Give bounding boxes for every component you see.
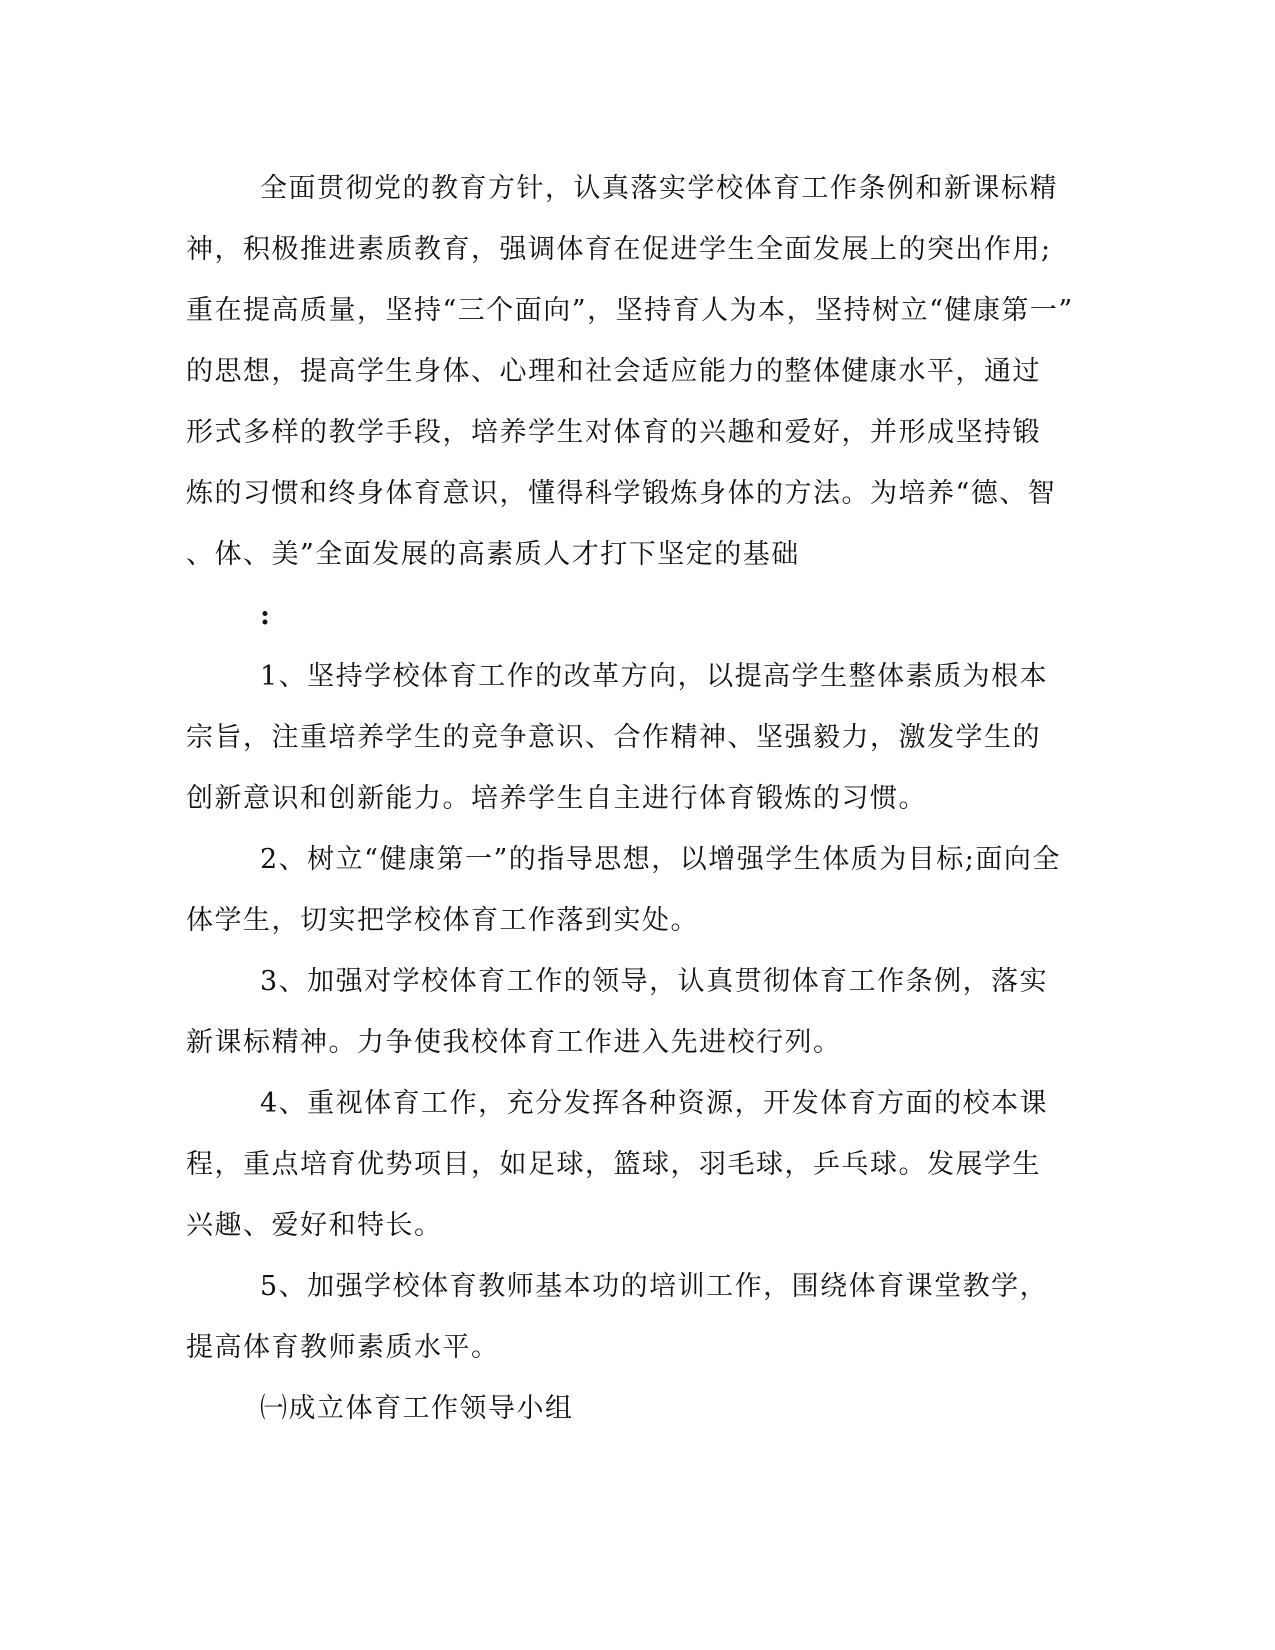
paragraph-item-3 xyxy=(186,951,1052,1073)
section-heading-leadership-group xyxy=(186,1378,1052,1439)
paragraph-guiding-principle xyxy=(186,158,1074,585)
text-line: 提高体育教师素质水平。 xyxy=(186,1332,500,1363)
text-line: 5、加强学校体育教师基本功的培训工作，围绕体育课堂教学， xyxy=(260,1271,1049,1302)
text-line: 体学生，切实把学校体育工作落到实处。 xyxy=(186,905,699,936)
text-line: ㈠成立体育工作领导小组 xyxy=(260,1393,574,1424)
text-line: : xyxy=(260,600,272,631)
paragraph-item-5 xyxy=(186,1256,1052,1378)
text-line: 新课标精神。力争使我校体育工作进入先进校行列。 xyxy=(186,1027,842,1058)
text-line: 重在提高质量，坚持“三个面向”，坚持育人为本，坚持树立“健康第一” xyxy=(186,295,1074,326)
text-line: 创新意识和创新能力。培养学生自主进行体育锻炼的习惯。 xyxy=(186,783,927,814)
paragraph-item-1 xyxy=(186,646,1052,829)
document-body xyxy=(186,158,1074,1439)
text-line: 神，积极推进素质教育，强调体育在促进学生全面发展上的突出作用; xyxy=(186,234,1052,265)
text-line: 的思想，提高学生身体、心理和社会适应能力的整体健康水平，通过 xyxy=(186,356,1041,387)
text-line: 炼的习惯和终身体育意识，懂得科学锻炼身体的方法。为培养“德、智 xyxy=(186,478,1057,509)
text-line: 全面贯彻党的教育方针，认真落实学校体育工作条例和新课标精 xyxy=(260,173,1058,204)
text-line: 3、加强对学校体育工作的领导，认真贯彻体育工作条例，落实 xyxy=(260,966,1049,997)
text-line: 4、重视体育工作，充分发挥各种资源，开发体育方面的校本课 xyxy=(260,1088,1049,1119)
text-line: 1、坚持学校体育工作的改革方向，以提高学生整体素质为根本 xyxy=(260,661,1049,692)
paragraph-item-4 xyxy=(186,1073,1052,1256)
text-line: 、体、美”全面发展的高素质人才打下坚定的基础 xyxy=(186,539,800,570)
paragraph-item-2 xyxy=(186,829,1061,951)
paragraph-colon xyxy=(186,585,1052,646)
text-line: 宗旨，注重培养学生的竞争意识、合作精神、坚强毅力，激发学生的 xyxy=(186,722,1041,753)
text-line: 兴趣、爱好和特长。 xyxy=(186,1210,443,1241)
text-line: 程，重点培育优势项目，如足球，篮球，羽毛球，乒乓球。发展学生 xyxy=(186,1149,1041,1180)
text-line: 形式多样的教学手段，培养学生对体育的兴趣和爱好，并形成坚持锻 xyxy=(186,417,1041,448)
text-line: 2、树立“健康第一”的指导思想，以增强学生体质为目标;面向全 xyxy=(260,844,1061,875)
